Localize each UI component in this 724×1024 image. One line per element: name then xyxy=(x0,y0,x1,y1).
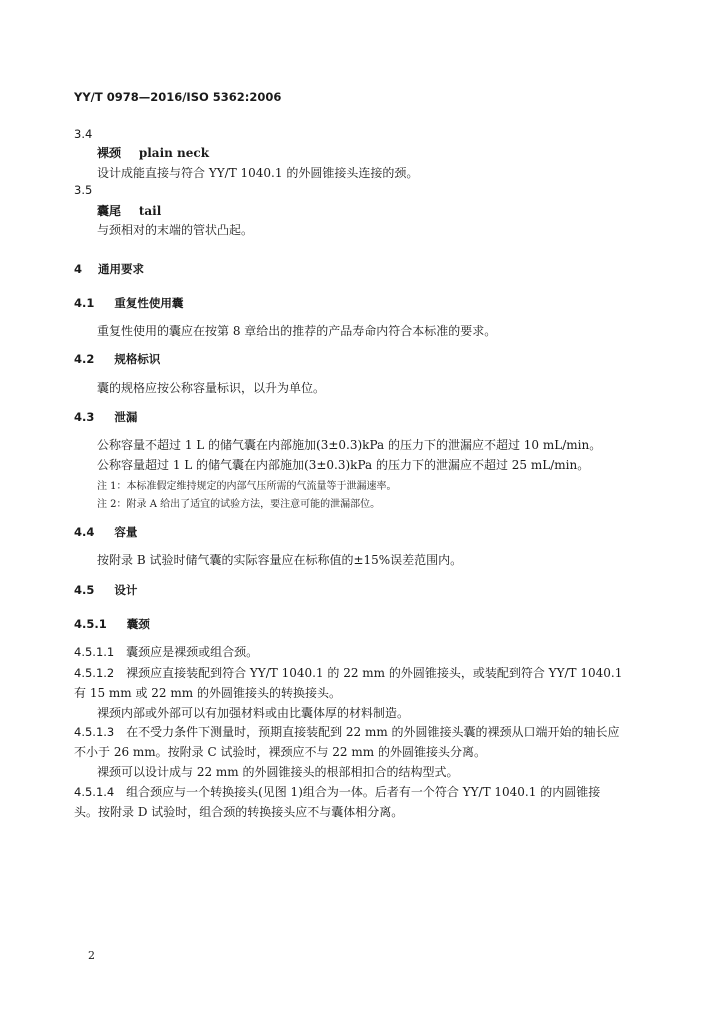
clause-number: 4.4 xyxy=(74,525,95,539)
clause-title: 重复性使用囊 xyxy=(114,296,184,310)
clause-4-5-1-2-line-2: 有 15 mm 或 22 mm 的外圆锥接头的转换接头。 xyxy=(74,686,341,700)
term-3-4 xyxy=(97,144,209,161)
clause-4-3-line-1: 公称容量不超过 1 L 的储气囊在内部施加(3±0.3)kPa 的压力下的泄漏应不超过 10 mL/min。 xyxy=(97,438,602,452)
clause-4-5-1-1 xyxy=(74,643,258,660)
clause-4-3-line-2: 公称容量超过 1 L 的储气囊在内部施加(3±0.3)kPa 的压力下的泄漏应不超过 25 mL/min。 xyxy=(97,458,590,472)
clause-title: 设计 xyxy=(114,583,138,597)
clause-4-2-heading xyxy=(74,351,160,367)
definition-3-4: 设计成能直接与符合 YY/T 1040.1 的外圆锥接头连接的颈。 xyxy=(97,166,419,180)
clause-number: 4.5.1.1 xyxy=(74,645,115,659)
clause-number: 4.3 xyxy=(74,410,95,424)
clause-number: 4.5 xyxy=(74,583,95,597)
clause-4-2-text: 囊的规格应按公称容量标识，以升为单位。 xyxy=(97,381,326,395)
term-zh: 裸颈 xyxy=(97,146,122,160)
clause-4-5-1-4-line-1 xyxy=(74,783,600,800)
section-number: 4 xyxy=(74,262,83,276)
section-4-heading xyxy=(74,261,144,277)
clause-4-1-text: 重复性使用的囊应在按第 8 章给出的推荐的产品寿命内符合本标准的要求。 xyxy=(97,324,497,338)
clause-number: 4.1 xyxy=(74,296,95,310)
document-header: YY/T 0978—2016/ISO 5362:2006 xyxy=(74,90,282,104)
clause-title: 规格标识 xyxy=(114,352,161,366)
term-zh: 囊尾 xyxy=(97,204,122,218)
page-number: 2 xyxy=(88,949,95,962)
clause-4-5-1-heading xyxy=(74,616,150,632)
clause-4-4-text: 按附录 B 试验时储气囊的实际容量应在标称值的±15%误差范围内。 xyxy=(97,553,463,567)
clause-text: 组合颈应与一个转换接头(见图 1)组合为一体。后者有一个符合 YY/T 1040.1 的内圆锥接 xyxy=(126,785,601,799)
term-en: tail xyxy=(138,204,162,218)
clause-number-3-5: 3.5 xyxy=(74,183,93,197)
clause-4-4-heading xyxy=(74,524,137,540)
clause-number: 4.5.1 xyxy=(74,617,107,631)
clause-number: 4.5.1.4 xyxy=(74,785,115,799)
clause-4-5-1-3-line-2: 不小于 26 mm。按附录 C 试验时，裸颈应不与 22 mm 的外圆锥接头分离。 xyxy=(74,745,486,759)
clause-number: 4.5.1.3 xyxy=(74,725,115,739)
definition-3-5: 与颈相对的末端的管状凸起。 xyxy=(97,223,254,237)
clause-text: 在不受力条件下测量时，预期直接装配到 22 mm 的外圆锥接头囊的裸颈从口端开始的轴长应 xyxy=(126,725,620,739)
clause-title: 囊颈 xyxy=(126,617,150,631)
clause-text: 裸颈应直接装配到符合 YY/T 1040.1 的 22 mm 的外圆锥接头，或装配到符合 YY/T 1040.1 xyxy=(126,666,623,680)
note-1: 注 1：本标准假定维持规定的内部气压所需的气流量等于泄漏速率。 xyxy=(97,481,397,492)
clause-number: 4.5.1.2 xyxy=(74,666,115,680)
clause-4-5-1-4-line-2: 头。按附录 D 试验时，组合颈的转换接头应不与囊体相分离。 xyxy=(74,805,404,819)
clause-title: 容量 xyxy=(114,525,138,539)
clause-number-3-4: 3.4 xyxy=(74,127,93,141)
clause-4-5-1-2-line-3: 裸颈内部或外部可以有加强材料或由比囊体厚的材料制造。 xyxy=(97,706,410,720)
section-title: 通用要求 xyxy=(98,262,145,276)
clause-4-5-1-3-line-1 xyxy=(74,723,620,740)
clause-4-5-heading xyxy=(74,582,137,598)
clause-number: 4.2 xyxy=(74,352,95,366)
clause-4-1-heading xyxy=(74,295,183,311)
term-3-5 xyxy=(97,202,161,219)
clause-4-3-heading xyxy=(74,409,137,425)
note-2: 注 2：附录 A 给出了适宜的试验方法，要注意可能的泄漏部位。 xyxy=(97,499,381,510)
clause-text: 囊颈应是裸颈或组合颈。 xyxy=(126,645,259,659)
clause-4-5-1-3-line-3: 裸颈可以设计成与 22 mm 的外圆锥接头的根部相扣合的结构型式。 xyxy=(97,765,459,779)
clause-title: 泄漏 xyxy=(114,410,138,424)
clause-4-5-1-2-line-1 xyxy=(74,664,622,681)
term-en: plain neck xyxy=(138,146,210,160)
